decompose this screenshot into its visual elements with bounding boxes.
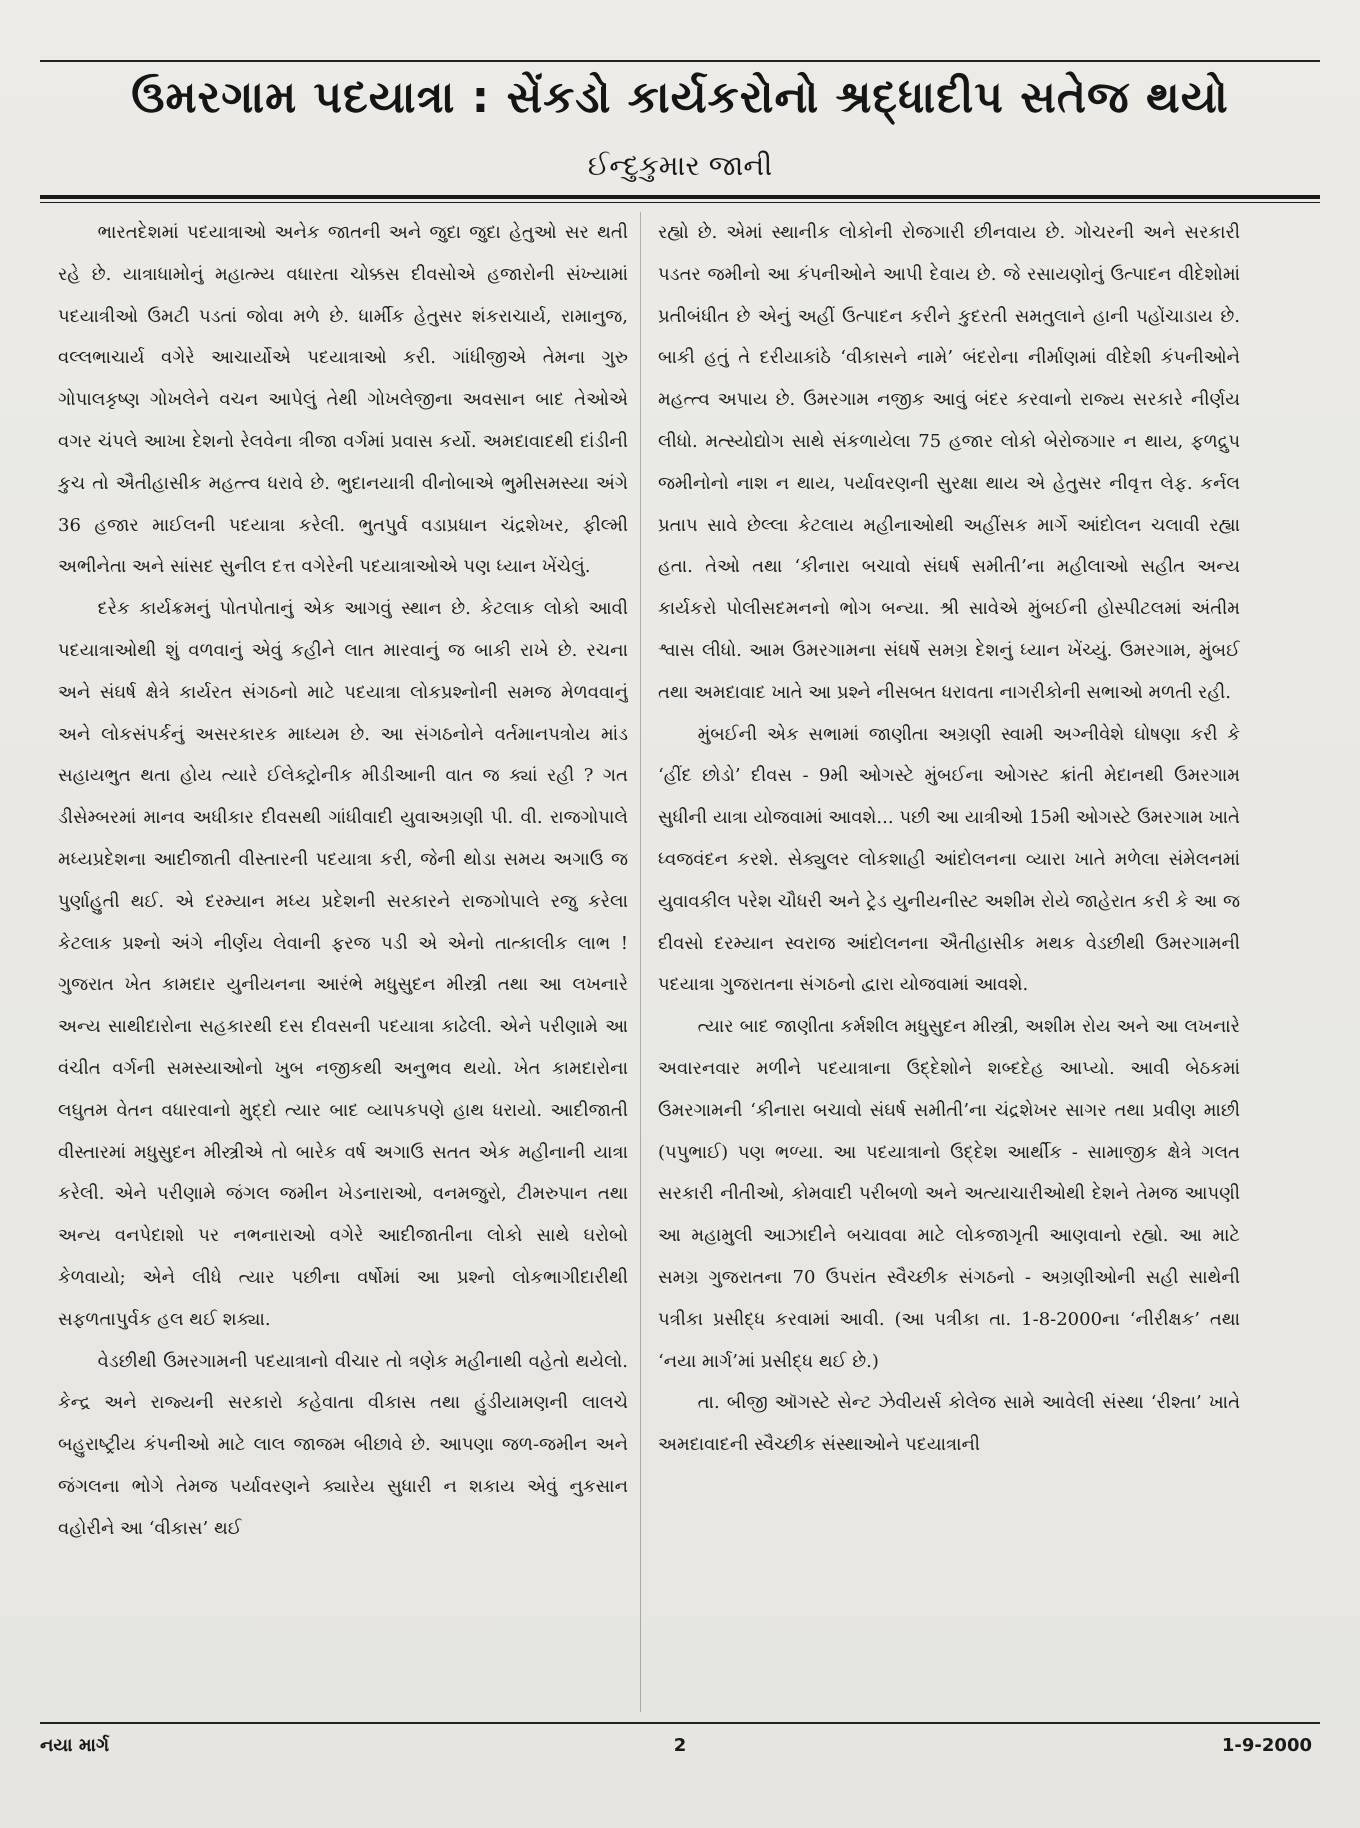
page-number: 2 (673, 1735, 687, 1756)
paragraph: તા. બીજી ઑગસ્ટે સેન્ટ ઝેવીયર્સ કોલેજ સામે આવેલી સંસ્થા ‘રીશ્તા’ ખાતે અમદાવાદની સ્વૈચ્છીક સંસ્થાઓને પદયાત્રાની (658, 1392, 1240, 1456)
left-column (58, 212, 628, 1712)
paragraph: મુંબઈની એક સભામાં જાણીતા અગ્રણી સ્વામી અગ્નીવેશે ઘોષણા કરી કે ‘હીંદ છોડો’ દીવસ - 9મી ઓગસ્ટે મુંબઈના ઓગસ્ટ ક્રાંતી મેદાનથી ઉમરગામ સુધીની યાત્રા યોજવામાં આવશે... પછી આ યાત્રીઓ 15મી ઓગસ્ટે ઉમરગામ ખાતે ધ્વજવંદન કરશે. સેક્યુલર લોકશાહી આંદોલનના વ્યારા ખાતે મળેલા સંમેલનમાં યુવાવકીલ પરેશ ચૌધરી અને ટ્રેડ યુનીયનીસ્ટ અશીમ રોયે જાહેરાત કરી કે આ જ દીવસો દરમ્યાન સ્વરાજ આંદોલનના ઐતીહાસીક મથક વેડછીથી ઉમરગામની પદયાત્રા ગુજરાતના સંગઠનો દ્વારા યોજવામાં આવશે. (658, 723, 1240, 996)
paragraph: ભારતદેશમાં પદયાત્રાઓ અનેક જાતની અને જુદા જુદા હેતુઓ સર થતી રહે છે. યાત્રાધામોનું મહાત્મ્ય વધારતા ચોક્કસ દીવસોએ હજારોની સંખ્યામાં પદયાત્રીઓ ઉમટી પડતાં જોવા મળે છે. ધાર્મીક હેતુસર શંકરાચાર્ય, રામાનુજ, વલ્લભાચાર્ય વગેરે આચાર્યોએ પદયાત્રાઓ કરી. ગાંધીજીએ તેમના ગુરુ ગોપાલકૃષ્ણ ગોખલેને વચન આપેલું તેથી ગોખલેજીના અવસાન બાદ તેઓએ વગર ચંપલે આખા દેશનો રેલવેના ત્રીજા વર્ગમાં પ્રવાસ કર્યો. અમદાવાદથી દાંડીની કુચ તો ઐતીહાસીક મહત્ત્વ ધરાવે છે. ભુદાનયાત્રી વીનોબાએ ભુમીસમસ્યા અંગે 36 હજાર માઈલની પદયાત્રા કરેલી. ભુતપુર્વ વડાપ્રધાન ચંદ્રશેખર, ફીલ્મી અભીનેતા અને સાંસદ સુનીલ દત્ત વગેરેની પદયાત્રાઓએ પણ ધ્યાન ખેંચેલું. (58, 222, 628, 578)
header-rule-thin (40, 202, 1320, 203)
paragraph: દરેક કાર્યક્રમનું પોતપોતાનું એક આગવું સ્થાન છે. કેટલાક લોકો આવી પદયાત્રાઓથી શું વળવાનું એવું કહીને લાત મારવાનું જ બાકી રાખે છે. રચના અને સંઘર્ષ ક્ષેત્રે કાર્યરત સંગઠનો માટે પદયાત્રા લોકપ્રશ્નોની સમજ મેળવવાનું અને લોકસંપર્કનું અસરકારક માધ્યમ છે. આ સંગઠનોને વર્તમાનપત્રોય માંડ સહાયભુત થતા હોય ત્યારે ઈલેક્ટ્રોનીક મીડીઆની વાત જ ક્યાં રહી ? ગત ડીસેમ્બરમાં માનવ અધીકાર દીવસથી ગાંધીવાદી યુવાઅગ્રણી પી. વી. રાજગોપાલે મધ્યપ્રદેશના આદીજાતી વીસ્તારની પદયાત્રા કરી, જેની થોડા સમય અગાઉ જ પુર્ણાહુતી થઈ. એ દરમ્યાન મધ્ય પ્રદેશની સરકારને રાજગોપાલે રજુ કરેલા કેટલાક પ્રશ્નો અંગે નીર્ણય લેવાની ફરજ પડી એ એનો તાત્કાલીક લાભ ! ગુજરાત ખેત કામદાર યુનીયનના આરંભે મધુસુદન મીસ્ત્રી તથા આ લખનારે અન્ય સાથીદારોના સહકારથી દસ દીવસની પદયાત્રા કાઢેલી. એને પરીણામે આ વંચીત વર્ગની સમસ્યાઓનો ખુબ નજીકથી અનુભવ થયો. ખેત કામદારોના લઘુતમ વેતન વધારવાનો મુદ્દો ત્યાર બાદ વ્યાપકપણે હાથ ધરાયો. આદીજાતી વીસ્તારમાં મધુસુદન મીસ્ત્રીએ તો બારેક વર્ષ અગાઉ સતત એક મહીનાની યાત્રા કરેલી. એને પરીણામે જંગલ જમીન ખેડનારાઓ, વનમજુરો, ટીમરુપાન તથા અન્ય વનપેદાશો પર નભનારાઓ વગેરે આદીજાતીના લોકો સાથે ઘરોબો કેળવાયો; એને લીધે ત્યાર પછીના વર્ષોમાં આ પ્રશ્નો લોકભાગીદારીથી સફળતાપુર્વક હલ થઈ શક્યા. (58, 598, 628, 1330)
column-divider (640, 212, 641, 1712)
footer-rule (40, 1722, 1320, 1724)
issue-date: 1-9-2000 (1221, 1735, 1312, 1756)
top-rule (40, 60, 1320, 62)
publication-name: નયા માર્ગ (40, 1735, 110, 1756)
paragraph: રહ્યો છે. એમાં સ્થાનીક લોકોની રોજગારી છીનવાય છે. ગોચરની અને સરકારી પડતર જમીનો આ કંપનીઓને આપી દેવાય છે. જે રસાયણોનું ઉત્પાદન વીદેશોમાં પ્રતીબંધીત છે એનું અહીં ઉત્પાદન કરીને કુદરતી સમતુલાને હાની પહોંચાડાય છે. બાકી હતું તે દરીયાકાંઠે ‘વીકાસને નામે’ બંદરોના નીર્માણમાં વીદેશી કંપનીઓને મહત્ત્વ અપાય છે. ઉમરગામ નજીક આવું બંદર કરવાનો રાજ્ય સરકારે નીર્ણય લીધો. મત્સ્યોદ્યોગ સાથે સંકળાયેલા 75 હજાર લોકો બેરોજગાર ન થાય, ફળદ્રુપ જમીનોનો નાશ ન થાય, પર્યાવરણની સુરક્ષા થાય એ હેતુસર નીવૃત્ત લેફ. કર્નલ પ્રતાપ સાવે છેલ્લા કેટલાય મહીનાઓથી અહીંસક માર્ગે આંદોલન ચલાવી રહ્યા હતા. તેઓ તથા ‘કીનારા બચાવો સંઘર્ષ સમીતી’ના મહીલાઓ સહીત અન્ય કાર્યકરો પોલીસદમનનો ભોગ બન્યા. શ્રી સાવેએ મુંબઈની હોસ્પીટલમાં અંતીમ શ્વાસ લીધો. આમ ઉમરગામના સંઘર્ષે સમગ્ર દેશનું ધ્યાન ખેંચ્યું. ઉમરગામ, મુંબઈ તથા અમદાવાદ ખાતે આ પ્રશ્ને નીસબત ધરાવતા નાગરીકોની સભાઓ મળતી રહી. (658, 222, 1240, 703)
headline: ઉમરગામ પદયાત્રા : સેંકડો કાર્યકરોનો શ્રદ્ધાદીપ સતેજ થયો (131, 72, 1229, 123)
author-byline: ઈન્દુકુમાર જાની (587, 149, 773, 182)
paragraph: વેડછીથી ઉમરગામની પદયાત્રાનો વીચાર તો ત્રણેક મહીનાથી વહેતો થયેલો. કેન્દ્ર અને રાજ્યની સરકારો કહેવાતા વીકાસ તથા હુંડીયામણની લાલચે બહુરાષ્ટ્રીય કંપનીઓ માટે લાલ જાજમ બીછાવે છે. આપણા જળ-જમીન અને જંગલના ભોગે તેમજ પર્યાવરણને ક્યારેય સુધારી ન શકાય એવું નુકસાન વહોરીને આ ‘વીકાસ’ થઈ (58, 1350, 628, 1539)
paragraph: ત્યાર બાદ જાણીતા કર્મશીલ મધુસુદન મીસ્ત્રી, અશીમ રોય અને આ લખનારે અવારનવાર મળીને પદયાત્રાના ઉદ્દેશોને શબ્દદેહ આપ્યો. આવી બેઠકમાં ઉમરગામની ‘કીનારા બચાવો સંઘર્ષ સમીતી’ના ચંદ્રશેખર સાગર તથા પ્રવીણ માછી (પપુભાઈ) પણ ભળ્યા. આ પદયાત્રાનો ઉદ્દેશ આર્થીક - સામાજીક ક્ષેત્રે ગલત સરકારી નીતીઓ, કોમવાદી પરીબળો અને અત્યાચારીઓથી દેશને તેમજ આપણી આ મહામુલી આઝાદીને બચાવવા માટે લોકજાગૃતી આણવાનો રહ્યો. આ માટે સમગ્ર ગુજરાતના 70 ઉપરાંત સ્વૈચ્છીક સંગઠનો - અગ્રણીઓની સહી સાથેની પત્રીકા પ્રસીદ્ધ કરવામાં આવી. (આ પત્રીકા તા. 1-8-2000ના ‘નીરીક્ષક’ તથા ‘નયા માર્ગ’માં પ્રસીદ્ધ થઈ છે.) (658, 1016, 1240, 1372)
right-column (658, 212, 1240, 1712)
header-rule-thick (40, 195, 1320, 199)
